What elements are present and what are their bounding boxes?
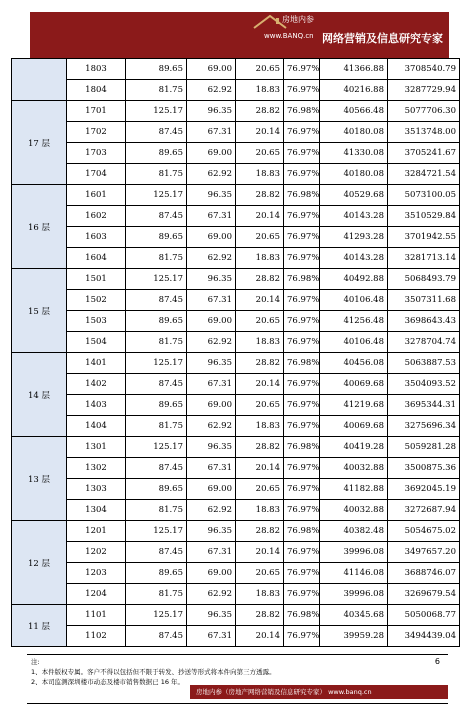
floor-label	[12, 59, 67, 101]
unit-number-cell: 1203	[67, 563, 126, 584]
value-cell: 20.14	[236, 206, 284, 227]
value-cell: 28.82	[236, 101, 284, 122]
value-cell: 41256.48	[320, 311, 388, 332]
value-cell: 3275696.34	[388, 416, 460, 437]
value-cell: 69.00	[187, 227, 236, 248]
value-cell: 76.97%	[284, 311, 320, 332]
unit-number-cell: 1603	[67, 227, 126, 248]
floor-label: 14 层	[12, 353, 67, 437]
value-cell: 76.98%	[284, 353, 320, 374]
value-cell: 76.97%	[284, 626, 320, 647]
value-cell: 76.97%	[284, 206, 320, 227]
value-cell: 28.82	[236, 353, 284, 374]
value-cell: 20.65	[236, 395, 284, 416]
value-cell: 76.97%	[284, 59, 320, 80]
value-cell: 39996.08	[320, 542, 388, 563]
value-cell: 67.31	[187, 542, 236, 563]
value-cell: 89.65	[126, 563, 187, 584]
value-cell: 76.97%	[284, 584, 320, 605]
value-cell: 89.65	[126, 59, 187, 80]
value-cell: 40345.68	[320, 605, 388, 626]
value-cell: 3272687.94	[388, 500, 460, 521]
floor-label: 15 层	[12, 269, 67, 353]
floor-label: 16 层	[12, 185, 67, 269]
value-cell: 3287729.94	[388, 80, 460, 101]
value-cell: 81.75	[126, 584, 187, 605]
value-cell: 76.97%	[284, 143, 320, 164]
value-cell: 20.65	[236, 227, 284, 248]
value-cell: 20.14	[236, 374, 284, 395]
value-cell: 18.83	[236, 584, 284, 605]
unit-number-cell: 1604	[67, 248, 126, 269]
floor-label: 12 层	[12, 521, 67, 605]
table-row	[12, 311, 460, 332]
value-cell: 20.65	[236, 479, 284, 500]
unit-number-cell: 1703	[67, 143, 126, 164]
unit-number-cell: 1204	[67, 584, 126, 605]
value-cell: 76.97%	[284, 227, 320, 248]
value-cell: 20.65	[236, 563, 284, 584]
brand-url: www.BANQ.cn	[264, 32, 314, 40]
value-cell: 3695344.31	[388, 395, 460, 416]
value-cell: 20.65	[236, 311, 284, 332]
value-cell: 40069.68	[320, 416, 388, 437]
value-cell: 5050068.77	[388, 605, 460, 626]
value-cell: 40032.88	[320, 500, 388, 521]
banner-title: 网络营销及信息研究专家	[322, 32, 443, 45]
value-cell: 20.14	[236, 122, 284, 143]
value-cell: 3500875.36	[388, 458, 460, 479]
value-cell: 76.97%	[284, 248, 320, 269]
value-cell: 81.75	[126, 416, 187, 437]
value-cell: 67.31	[187, 206, 236, 227]
value-cell: 3701942.55	[388, 227, 460, 248]
table-row	[12, 542, 460, 563]
table-row	[12, 374, 460, 395]
unit-number-cell: 1101	[67, 605, 126, 626]
value-cell: 40180.08	[320, 164, 388, 185]
table-row	[12, 269, 460, 290]
value-cell: 89.65	[126, 479, 187, 500]
table-row	[12, 122, 460, 143]
value-cell: 40180.08	[320, 122, 388, 143]
value-cell: 89.65	[126, 395, 187, 416]
unit-number-cell: 1503	[67, 311, 126, 332]
unit-number-cell: 1201	[67, 521, 126, 542]
value-cell: 125.17	[126, 353, 187, 374]
value-cell: 69.00	[187, 563, 236, 584]
value-cell: 40419.28	[320, 437, 388, 458]
value-cell: 20.14	[236, 626, 284, 647]
value-cell: 3705241.67	[388, 143, 460, 164]
value-cell: 3698643.43	[388, 311, 460, 332]
value-cell: 76.97%	[284, 458, 320, 479]
value-cell: 5077706.30	[388, 101, 460, 122]
value-cell: 40032.88	[320, 458, 388, 479]
unit-number-cell: 1702	[67, 122, 126, 143]
value-cell: 40216.88	[320, 80, 388, 101]
value-cell: 62.92	[187, 332, 236, 353]
table-row	[12, 101, 460, 122]
value-cell: 76.98%	[284, 437, 320, 458]
value-cell: 69.00	[187, 59, 236, 80]
value-cell: 18.83	[236, 332, 284, 353]
value-cell: 3513748.00	[388, 122, 460, 143]
value-cell: 5054675.02	[388, 521, 460, 542]
floor-label: 13 层	[12, 437, 67, 521]
value-cell: 3278704.74	[388, 332, 460, 353]
unit-number-cell: 1504	[67, 332, 126, 353]
floor-label: 11 层	[12, 605, 67, 647]
table-row	[12, 521, 460, 542]
value-cell: 67.31	[187, 374, 236, 395]
table-row	[12, 164, 460, 185]
unit-number-cell: 1303	[67, 479, 126, 500]
value-cell: 3281713.14	[388, 248, 460, 269]
value-cell: 76.97%	[284, 332, 320, 353]
value-cell: 125.17	[126, 437, 187, 458]
unit-number-cell: 1304	[67, 500, 126, 521]
table-row	[12, 206, 460, 227]
value-cell: 41146.08	[320, 563, 388, 584]
value-cell: 96.35	[187, 269, 236, 290]
value-cell: 3692045.19	[388, 479, 460, 500]
value-cell: 87.45	[126, 290, 187, 311]
value-cell: 76.97%	[284, 80, 320, 101]
table-row	[12, 584, 460, 605]
value-cell: 40382.48	[320, 521, 388, 542]
table-row	[12, 143, 460, 164]
table-row	[12, 626, 460, 647]
value-cell: 40566.48	[320, 101, 388, 122]
value-cell: 28.82	[236, 605, 284, 626]
value-cell: 87.45	[126, 626, 187, 647]
table-row	[12, 227, 460, 248]
value-cell: 40143.28	[320, 206, 388, 227]
value-cell: 18.83	[236, 164, 284, 185]
value-cell: 125.17	[126, 185, 187, 206]
table-row	[12, 479, 460, 500]
value-cell: 3688746.07	[388, 563, 460, 584]
value-cell: 41219.68	[320, 395, 388, 416]
value-cell: 62.92	[187, 584, 236, 605]
value-cell: 96.35	[187, 521, 236, 542]
value-cell: 40456.08	[320, 353, 388, 374]
value-cell: 96.35	[187, 605, 236, 626]
value-cell: 5059281.28	[388, 437, 460, 458]
value-cell: 76.97%	[284, 122, 320, 143]
value-cell: 69.00	[187, 311, 236, 332]
value-cell: 20.65	[236, 143, 284, 164]
table-row	[12, 437, 460, 458]
value-cell: 5063887.53	[388, 353, 460, 374]
unit-number-cell: 1401	[67, 353, 126, 374]
unit-number-cell: 1701	[67, 101, 126, 122]
price-table	[11, 58, 460, 647]
table-row	[12, 353, 460, 374]
footer-brand-bar: 房地内参（房地产网络营销及信息研究专家） www.banq.cn	[190, 685, 448, 699]
value-cell: 3708540.79	[388, 59, 460, 80]
value-cell: 96.35	[187, 437, 236, 458]
value-cell: 87.45	[126, 542, 187, 563]
value-cell: 76.98%	[284, 605, 320, 626]
value-cell: 125.17	[126, 521, 187, 542]
value-cell: 67.31	[187, 290, 236, 311]
value-cell: 81.75	[126, 80, 187, 101]
table-row	[12, 59, 460, 80]
value-cell: 96.35	[187, 185, 236, 206]
value-cell: 125.17	[126, 605, 187, 626]
unit-number-cell: 1202	[67, 542, 126, 563]
value-cell: 20.14	[236, 542, 284, 563]
table-row	[12, 395, 460, 416]
floor-label: 17 层	[12, 101, 67, 185]
note-line-2: 2、本司监测深圳楼市动态及楼市销售数据已 16 年。	[31, 678, 185, 686]
value-cell: 76.97%	[284, 164, 320, 185]
footer	[27, 654, 448, 704]
value-cell: 76.98%	[284, 269, 320, 290]
unit-number-cell: 1804	[67, 80, 126, 101]
value-cell: 28.82	[236, 521, 284, 542]
value-cell: 81.75	[126, 332, 187, 353]
value-cell: 3284721.54	[388, 164, 460, 185]
value-cell: 41366.88	[320, 59, 388, 80]
value-cell: 125.17	[126, 269, 187, 290]
value-cell: 76.97%	[284, 563, 320, 584]
unit-number-cell: 1302	[67, 458, 126, 479]
value-cell: 18.83	[236, 500, 284, 521]
value-cell: 20.14	[236, 458, 284, 479]
value-cell: 69.00	[187, 479, 236, 500]
table-row	[12, 248, 460, 269]
value-cell: 62.92	[187, 248, 236, 269]
note-line-1: 1、本件版权专属。客户不得以包括但不限于转发、抄送等形式将本件向第三方透露。	[31, 668, 276, 676]
value-cell: 3494439.04	[388, 626, 460, 647]
value-cell: 76.98%	[284, 101, 320, 122]
value-cell: 76.97%	[284, 416, 320, 437]
value-cell: 62.92	[187, 164, 236, 185]
value-cell: 76.97%	[284, 500, 320, 521]
table-row	[12, 500, 460, 521]
value-cell: 40492.88	[320, 269, 388, 290]
value-cell: 5068493.79	[388, 269, 460, 290]
value-cell: 87.45	[126, 122, 187, 143]
value-cell: 89.65	[126, 311, 187, 332]
unit-number-cell: 1102	[67, 626, 126, 647]
table-row	[12, 80, 460, 101]
page-number: 6	[434, 657, 440, 666]
unit-number-cell: 1601	[67, 185, 126, 206]
note-title: 注:	[31, 658, 40, 666]
value-cell: 96.35	[187, 353, 236, 374]
value-cell: 76.97%	[284, 374, 320, 395]
value-cell: 18.83	[236, 80, 284, 101]
unit-number-cell: 1602	[67, 206, 126, 227]
value-cell: 5073100.05	[388, 185, 460, 206]
value-cell: 62.92	[187, 80, 236, 101]
value-cell: 41182.88	[320, 479, 388, 500]
value-cell: 81.75	[126, 164, 187, 185]
value-cell: 40529.68	[320, 185, 388, 206]
value-cell: 76.97%	[284, 395, 320, 416]
value-cell: 69.00	[187, 395, 236, 416]
value-cell: 3497657.20	[388, 542, 460, 563]
unit-number-cell: 1403	[67, 395, 126, 416]
value-cell: 76.97%	[284, 290, 320, 311]
value-cell: 39996.08	[320, 584, 388, 605]
table-row	[12, 605, 460, 626]
value-cell: 18.83	[236, 248, 284, 269]
value-cell: 87.45	[126, 206, 187, 227]
value-cell: 3510529.84	[388, 206, 460, 227]
value-cell: 3269679.54	[388, 584, 460, 605]
value-cell: 81.75	[126, 248, 187, 269]
value-cell: 39959.28	[320, 626, 388, 647]
value-cell: 96.35	[187, 101, 236, 122]
value-cell: 40106.48	[320, 332, 388, 353]
value-cell: 125.17	[126, 101, 187, 122]
value-cell: 76.98%	[284, 521, 320, 542]
brand-name: 房地内参	[282, 15, 314, 24]
value-cell: 67.31	[187, 122, 236, 143]
value-cell: 28.82	[236, 269, 284, 290]
price-table-wrap	[11, 58, 459, 647]
value-cell: 62.92	[187, 416, 236, 437]
value-cell: 3504093.52	[388, 374, 460, 395]
unit-number-cell: 1803	[67, 59, 126, 80]
value-cell: 81.75	[126, 500, 187, 521]
unit-number-cell: 1704	[67, 164, 126, 185]
value-cell: 76.98%	[284, 185, 320, 206]
value-cell: 41293.28	[320, 227, 388, 248]
value-cell: 76.97%	[284, 542, 320, 563]
unit-number-cell: 1301	[67, 437, 126, 458]
table-row	[12, 416, 460, 437]
footer-notes	[31, 657, 276, 687]
value-cell: 89.65	[126, 143, 187, 164]
value-cell: 89.65	[126, 227, 187, 248]
value-cell: 67.31	[187, 458, 236, 479]
value-cell: 87.45	[126, 374, 187, 395]
value-cell: 28.82	[236, 437, 284, 458]
unit-number-cell: 1502	[67, 290, 126, 311]
unit-number-cell: 1501	[67, 269, 126, 290]
value-cell: 41330.08	[320, 143, 388, 164]
value-cell: 76.97%	[284, 479, 320, 500]
value-cell: 28.82	[236, 185, 284, 206]
value-cell: 20.65	[236, 59, 284, 80]
value-cell: 40069.68	[320, 374, 388, 395]
table-row	[12, 290, 460, 311]
value-cell: 20.14	[236, 290, 284, 311]
table-row	[12, 332, 460, 353]
table-row	[12, 458, 460, 479]
unit-number-cell: 1404	[67, 416, 126, 437]
value-cell: 40143.28	[320, 248, 388, 269]
value-cell: 67.31	[187, 626, 236, 647]
value-cell: 3507311.68	[388, 290, 460, 311]
table-row	[12, 185, 460, 206]
table-row	[12, 563, 460, 584]
unit-number-cell: 1402	[67, 374, 126, 395]
value-cell: 69.00	[187, 143, 236, 164]
value-cell: 62.92	[187, 500, 236, 521]
value-cell: 40106.48	[320, 290, 388, 311]
value-cell: 87.45	[126, 458, 187, 479]
value-cell: 18.83	[236, 416, 284, 437]
